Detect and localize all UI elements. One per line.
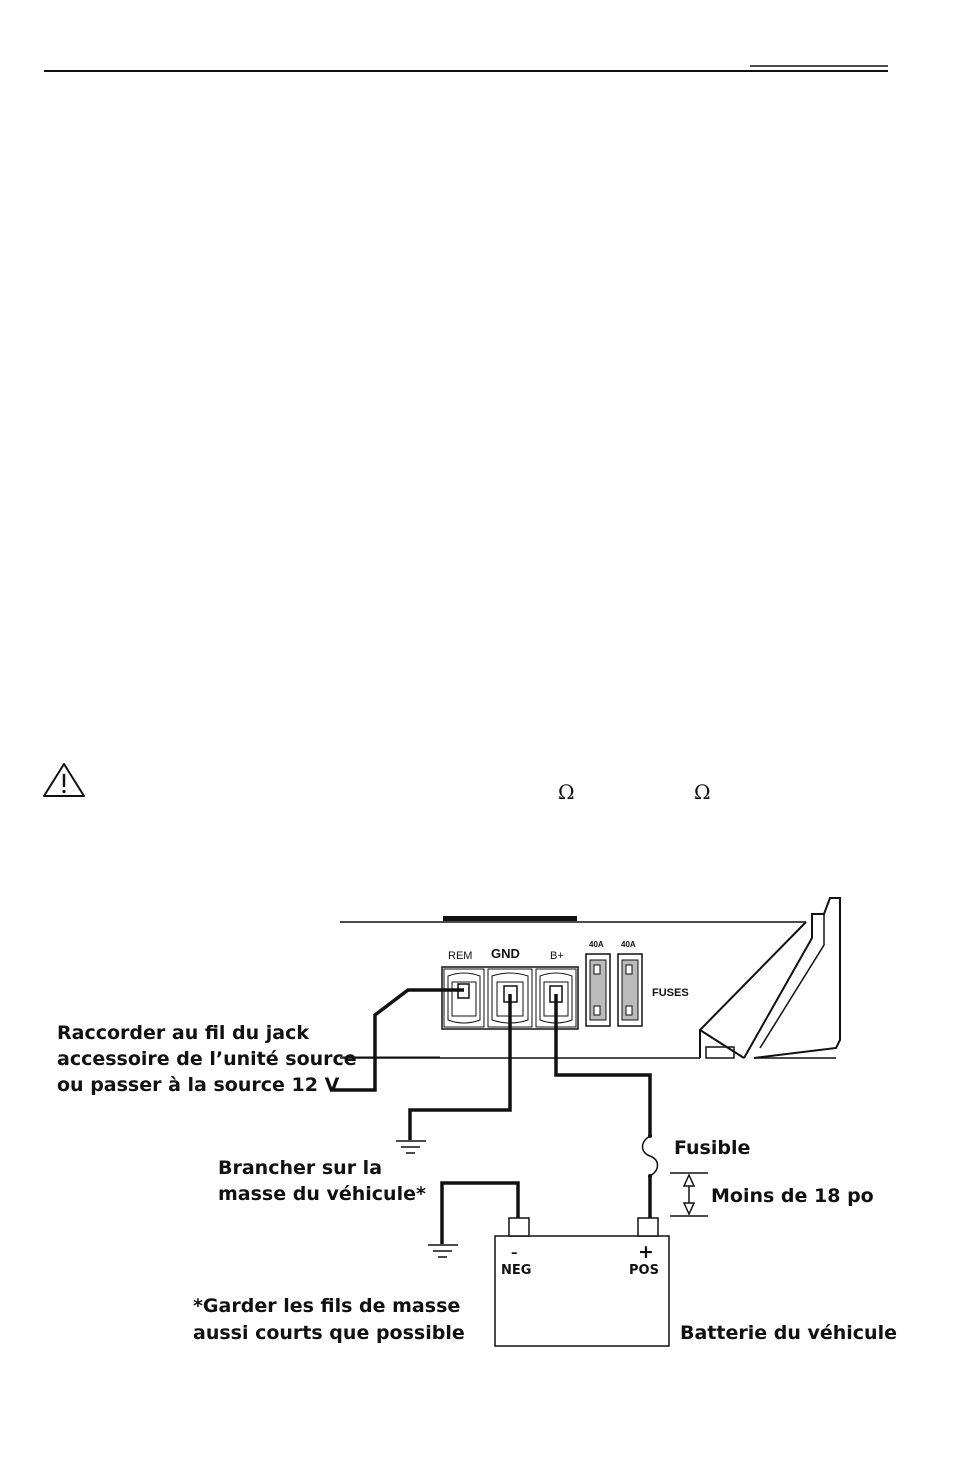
- bplus-label: B+: [550, 950, 564, 962]
- remote-label-line3: ou passer à la source 12 V: [57, 1074, 340, 1096]
- fuse-1: [586, 954, 610, 1026]
- battery-label: Batterie du véhicule: [680, 1322, 897, 1344]
- neg-label: NEG: [501, 1263, 532, 1278]
- ground-note-line1: *Garder les fils de masse: [193, 1295, 461, 1317]
- fuses-label: FUSES: [652, 987, 689, 999]
- ground-label-line1: Brancher sur la: [218, 1157, 383, 1179]
- negative-symbol: –: [511, 1246, 518, 1261]
- distance-dimension: [670, 1173, 708, 1216]
- inline-fuse-icon: [643, 1136, 658, 1176]
- chassis-ground-icon: [396, 1141, 426, 1153]
- ground-note-line2: aussi courts que possible: [193, 1322, 465, 1344]
- pos-label: POS: [629, 1263, 659, 1278]
- battery-ground-wire: [442, 1183, 518, 1244]
- rem-terminal: [444, 969, 484, 1027]
- fuse-2: [618, 954, 642, 1026]
- remote-label-line2: accessoire de l’unité source: [57, 1048, 357, 1070]
- omega-symbol: Ω: [558, 780, 575, 804]
- gnd-label: GND: [491, 946, 520, 961]
- fuse-label: Fusible: [674, 1137, 751, 1159]
- positive-symbol: +: [638, 1241, 654, 1263]
- fuse-2-rating: 40A: [621, 940, 636, 949]
- vehicle-battery: [495, 1218, 669, 1346]
- omega-symbol: Ω: [694, 780, 711, 804]
- distance-label: Moins de 18 po: [711, 1185, 874, 1207]
- warning-triangle-icon: [44, 764, 84, 796]
- remote-label-line1: Raccorder au fil du jack: [57, 1022, 310, 1044]
- ground-label-line2: masse du véhicule*: [218, 1183, 426, 1205]
- fuse-1-rating: 40A: [589, 940, 604, 949]
- battery-ground-icon: [428, 1245, 458, 1257]
- rem-label: REM: [448, 950, 473, 962]
